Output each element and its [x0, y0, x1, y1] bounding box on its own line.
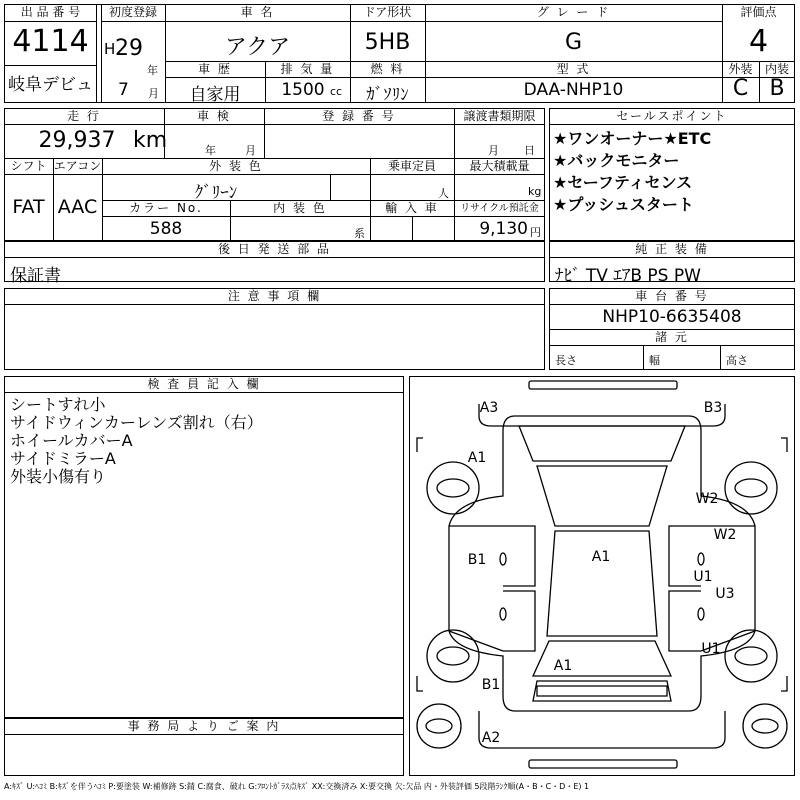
inspector-note: シートすれ小: [10, 395, 106, 414]
reg-number-label: 登 録 番 号: [322, 109, 396, 123]
height-label: 高さ: [726, 354, 748, 367]
damage-mark: B1: [467, 552, 487, 568]
damage-mark: A1: [467, 450, 487, 466]
recycle-unit: 円: [530, 226, 541, 239]
lot-label: 出 品 番 号: [20, 5, 81, 19]
shift: FAT: [12, 196, 45, 218]
inspector-note: サイドウィンカーレンズ割れ（右）: [10, 413, 263, 432]
notice-label: 注 意 事 項 欄: [227, 289, 322, 303]
transfer-day-unit: 日: [524, 144, 535, 157]
interior-grade: B: [769, 76, 785, 101]
inspector-label: 検 査 員 記 入 欄: [147, 377, 261, 391]
parts-label: 後 日 発 送 部 品: [217, 242, 332, 256]
reg-year: 29: [115, 36, 143, 61]
damage-mark: B1: [481, 677, 501, 693]
fuel: ｶﾞｿﾘﾝ: [366, 85, 409, 105]
exterior-label: 外装: [728, 62, 753, 76]
lot-number: 4114: [12, 24, 89, 59]
mileage-label: 走 行: [67, 109, 101, 123]
damage-mark: B3: [703, 400, 723, 416]
inspection-label: 車 検: [197, 109, 231, 123]
sales-point: ★バックモニター: [553, 151, 680, 170]
ac-label: エアコン: [53, 159, 102, 173]
sales-points: [553, 128, 711, 216]
recycle: 9,130: [479, 219, 528, 239]
load-unit: kg: [528, 185, 542, 198]
chassis-label: 車 台 番 号: [635, 289, 709, 303]
damage-mark: U3: [715, 586, 735, 602]
history-label: 車 歴: [198, 62, 232, 76]
int-color-label: 内 装 色: [273, 201, 327, 215]
damage-mark: A1: [591, 549, 611, 565]
displacement-unit: cc: [330, 85, 343, 98]
score: 4: [748, 24, 769, 59]
car-diagram: [409, 376, 795, 776]
interior-label: 内装: [764, 62, 789, 76]
width-label: 幅: [649, 354, 660, 367]
chassis-number: NHP10-6635408: [602, 307, 742, 327]
car-name-label: 車 名: [240, 5, 275, 19]
inspector-note: ホイールカバーA: [10, 431, 133, 450]
sales-point: ★ワンオーナー★ETC: [553, 129, 712, 148]
office-label: 事 務 局 よ り ご 案 内: [127, 719, 281, 733]
sales-label: セールスポイント: [616, 109, 728, 123]
mileage: 29,937: [38, 128, 116, 153]
damage-mark: U1: [693, 569, 713, 585]
damage-mark: U1: [701, 641, 721, 657]
displacement-label: 排 気 量: [280, 62, 335, 76]
inspector-note: 外装小傷有り: [10, 467, 107, 486]
capacity-unit: 人: [438, 187, 449, 200]
dims-label: 諸 元: [655, 330, 689, 344]
door: 5HB: [364, 30, 411, 55]
first-reg-label: 初度登録: [108, 5, 157, 19]
displacement: 1500: [281, 80, 325, 100]
damage-mark: W2: [713, 527, 737, 543]
month-unit: 月: [148, 87, 159, 100]
int-color-unit: 系: [354, 227, 365, 240]
fuel-label: 燃 料: [370, 62, 405, 76]
damage-mark: A3: [479, 400, 499, 416]
parts: 保証書: [10, 266, 61, 286]
shift-label: シフト: [10, 159, 47, 173]
venue: 岐阜デビュ: [8, 75, 93, 95]
color: ｸﾞﾘｰﾝ: [194, 183, 238, 203]
length-label: 長さ: [555, 354, 577, 367]
door-label: ドア形状: [363, 5, 412, 19]
damage-mark: W2: [695, 491, 719, 507]
grade: G: [564, 30, 583, 55]
model-label: 型 式: [556, 62, 591, 76]
score-label: 評価点: [740, 5, 777, 19]
ac: AAC: [57, 196, 98, 218]
damage-mark: A1: [553, 658, 573, 674]
color-no: 588: [149, 219, 183, 239]
import-label: 輸 入 車: [385, 201, 439, 215]
reg-month: 7: [118, 80, 129, 100]
car-name: アクア: [224, 35, 291, 60]
sales-point: ★プッシュスタート: [553, 195, 694, 214]
era: H: [104, 40, 116, 58]
inspector-notes: [10, 396, 263, 486]
equipment: ﾅﾋﾞ TV ｴｱB PS PW: [555, 266, 701, 286]
inspection-year-unit: 年: [205, 144, 216, 157]
color-label: 外 装 色: [209, 159, 263, 173]
model: DAA-NHP10: [523, 80, 624, 100]
grade-label: グ レ ー ド: [536, 5, 611, 19]
history: 自家用: [189, 85, 241, 105]
damage-mark: A2: [481, 730, 501, 746]
capacity-label: 乗車定員: [387, 159, 436, 173]
sales-point: ★セーフティセンス: [553, 173, 693, 192]
inspector-note: サイドミラーA: [10, 449, 116, 468]
mileage-unit: km: [133, 128, 168, 153]
year-unit: 年: [147, 64, 158, 77]
recycle-label: リサイクル預託金: [460, 203, 539, 214]
load-label: 最大積載量: [469, 159, 530, 173]
transfer-label: 譲渡書類期限: [463, 109, 536, 123]
inspection-month-unit: 月: [245, 144, 256, 157]
equipment-label: 純 正 装 備: [635, 242, 709, 256]
damage-legend: A:ｷｽﾞ U:ﾍｺﾐ B:ｷｽﾞを伴うﾍｺﾐ P:要塗装 W:補修跡 S:錆 C:腐食、破れ G:ﾌﾛﾝﾄｶﾞﾗｽ点ｷｽﾞ XX:交換済み X:要交換 欠:欠品 内・外装評価 5段階ﾗﾝｸ順(A・B・C・D・E) 1: [4, 782, 590, 791]
transfer-month-unit: 月: [488, 144, 499, 157]
exterior-grade: C: [732, 76, 749, 101]
color-no-label: カラー No.: [129, 201, 203, 215]
